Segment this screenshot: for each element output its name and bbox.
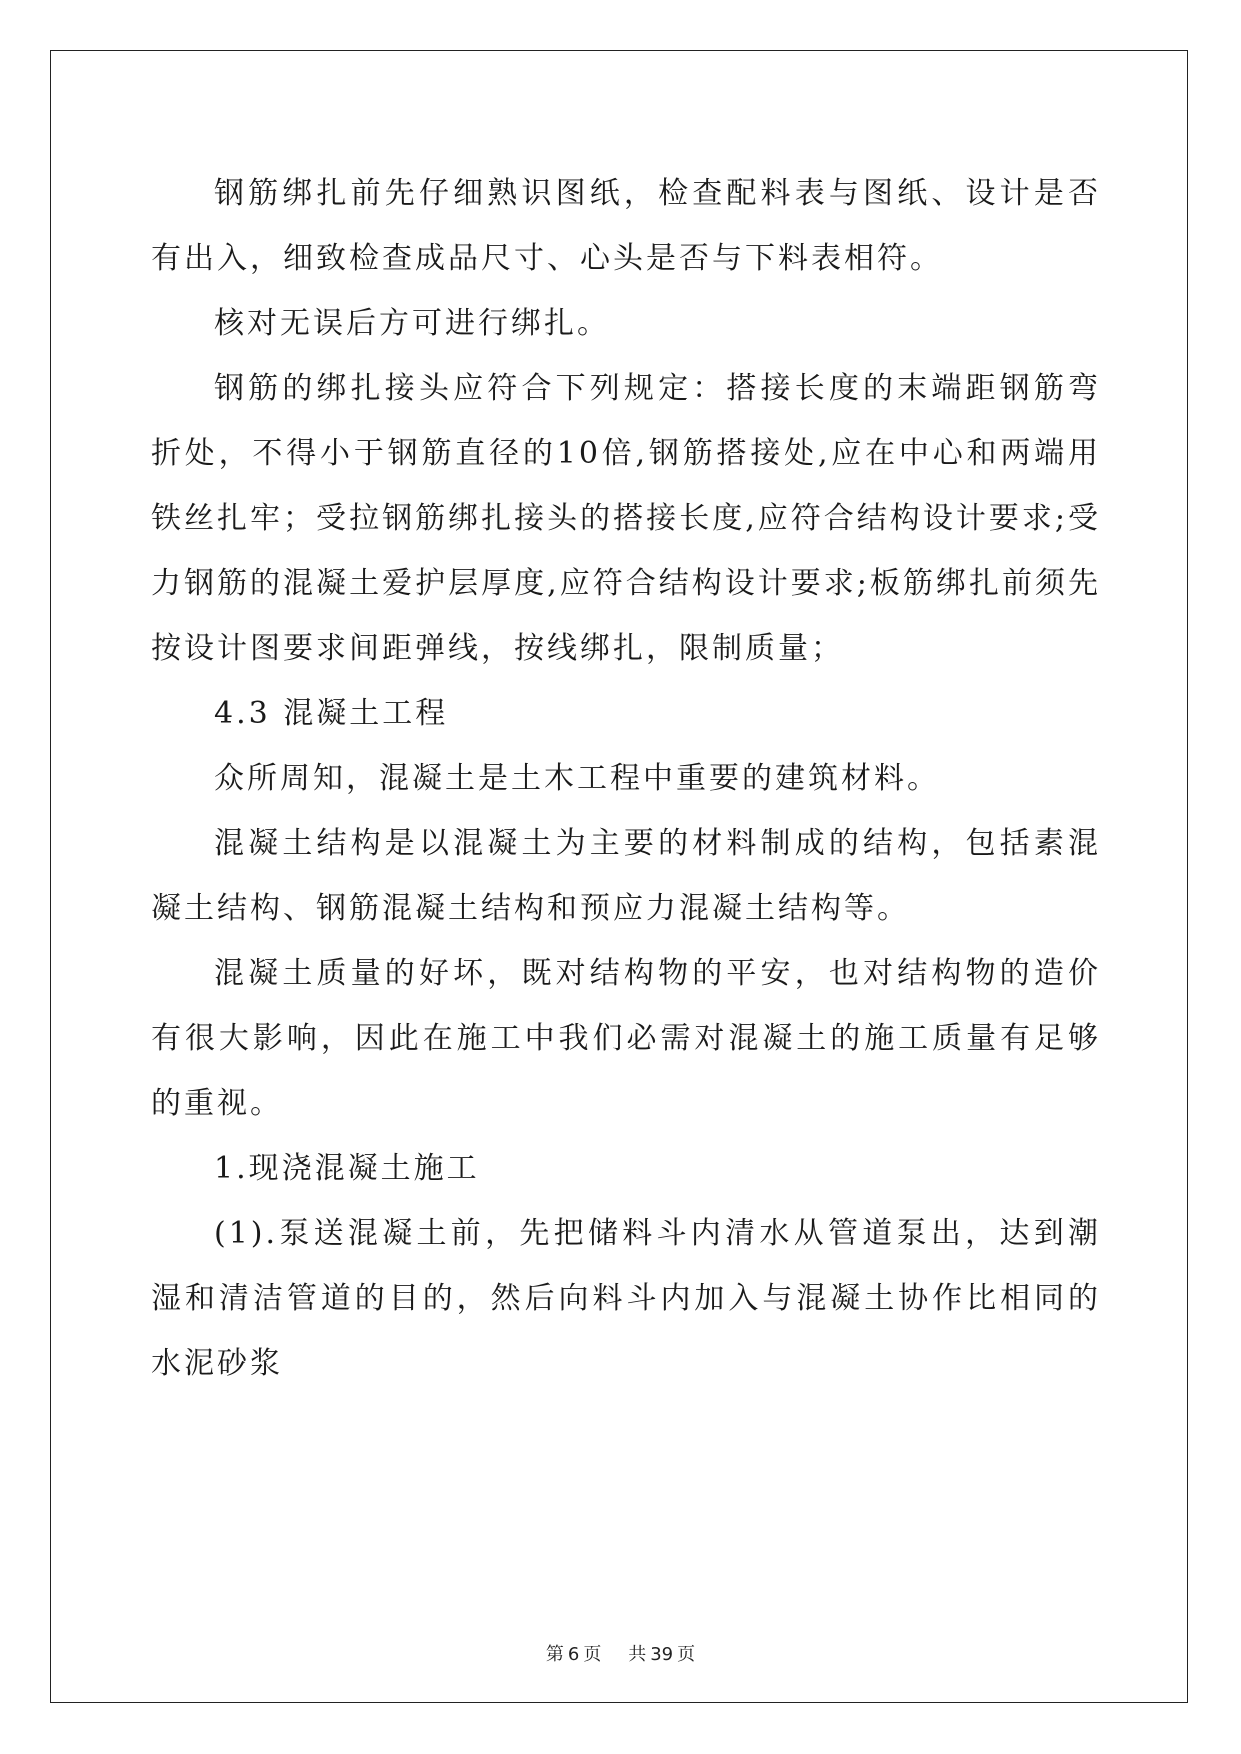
total-pages: 39 [650,1644,674,1665]
subsection-heading: 1.现浇混凝土施工 [214,1151,480,1186]
paragraph: 混凝土结构是以混凝土为主要的材料制成的结构，包括素混凝土结构、钢筋混凝土结构和预应力混凝土结构等。 [151,826,1101,926]
paragraph: 钢筋绑扎前先仔细熟识图纸，检查配料表与图纸、设计是否有出入，细致检查成品尺寸、心头是否与下料表相符。 [151,176,1101,276]
paragraph: 核对无误后方可进行绑扎。 [214,306,610,341]
total-unit: 页 [677,1644,696,1665]
paragraph: 钢筋的绑扎接头应符合下列规定：搭接长度的末端距钢筋弯折处，不得小于钢筋直径的10倍,钢筋搭接处,应在中心和两端用铁丝扎牢；受拉钢筋绑扎接头的搭接长度,应符合结构设计要求;受力钢筋的混凝土爱护层厚度,应符合结构设计要求;板筋绑扎前须先按设计图要求间距弹线，按线绑扎，限制质量； [151,371,1101,666]
paragraph: (1).泵送混凝土前，先把储料斗内清水从管道泵出，达到潮湿和清洁管道的目的，然后向料斗内加入与混凝土协作比相同的水泥砂浆 [151,1216,1101,1381]
page-footer [0,1640,1241,1666]
section-heading: 4.3 混凝土工程 [214,696,449,731]
paragraph: 混凝土质量的好坏，既对结构物的平安，也对结构物的造价有很大影响，因此在施工中我们必需对混凝土的施工质量有足够的重视。 [151,956,1101,1121]
page-unit: 页 [583,1644,602,1665]
body-text [151,161,1101,1396]
page-number: 6 [567,1644,580,1665]
total-label: 共 [628,1644,647,1665]
paragraph: 众所周知，混凝土是土木工程中重要的建筑材料。 [214,761,940,796]
page-label: 第 [545,1644,564,1665]
